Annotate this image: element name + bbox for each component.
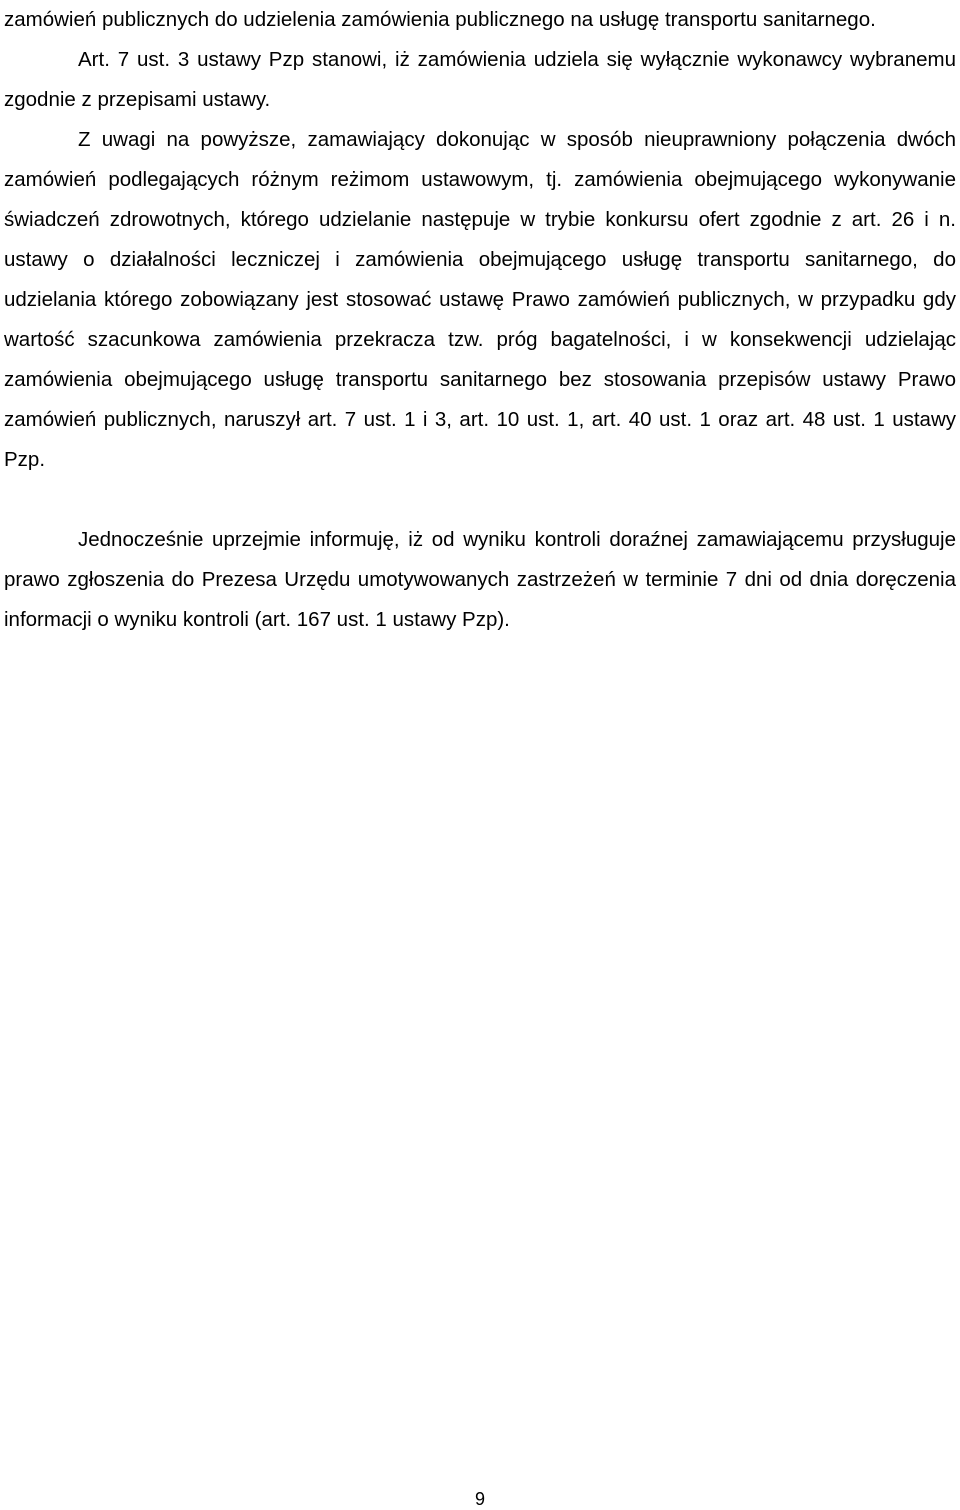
paragraph-continuation: zamówień publicznych do udzielenia zamówienia publicznego na usługę transportu sanitarnego. [4, 8, 876, 31]
page-number: 9 [474, 1489, 485, 1509]
paragraph-art-7: Art. 7 ust. 3 ustawy Pzp stanowi, iż zamówienia udziela się wyłącznie wykonawcy wybranemu zgodnie z przepisami ustawy. [4, 48, 956, 111]
paragraph-spacer [4, 480, 956, 520]
document-body [4, 0, 956, 640]
paragraph-conclusion: Z uwagi na powyższe, zamawiający dokonując w sposób nieuprawniony połączenia dwóch zamówień podlegających różnym reżimom ustawowym, tj. zamówienia obejmującego wykonywanie świadczeń zdrowotnych, którego udzielanie następuje w trybie konkursu ofert zgodnie z art. 26 i n. ustawy o działalności leczniczej i zamówienia obejmującego usługę transportu sanitarnego, do udzielania którego zobowiązany jest stosować ustawę Prawo zamówień publicznych, w przypadku gdy wartość szacunkowa zamówienia przekracza tzw. próg bagatelności, i w konsekwencji udzielając zamówienia obejmującego usługę transportu sanitarnego bez stosowania przepisów ustawy Prawo zamówień publicznych, naruszył art. 7 ust. 1 i 3, art. 10 ust. 1, art. 40 ust. 1 oraz art. 48 ust. 1 ustawy Pzp. [4, 128, 956, 471]
paragraph-notice: Jednocześnie uprzejmie informuję, iż od wyniku kontroli doraźnej zamawiającemu przysługuje prawo zgłoszenia do Prezesa Urzędu umotywowanych zastrzeżeń w terminie 7 dni od dnia doręczenia informacji o wyniku kontroli (art. 167 ust. 1 ustawy Pzp). [4, 528, 956, 631]
